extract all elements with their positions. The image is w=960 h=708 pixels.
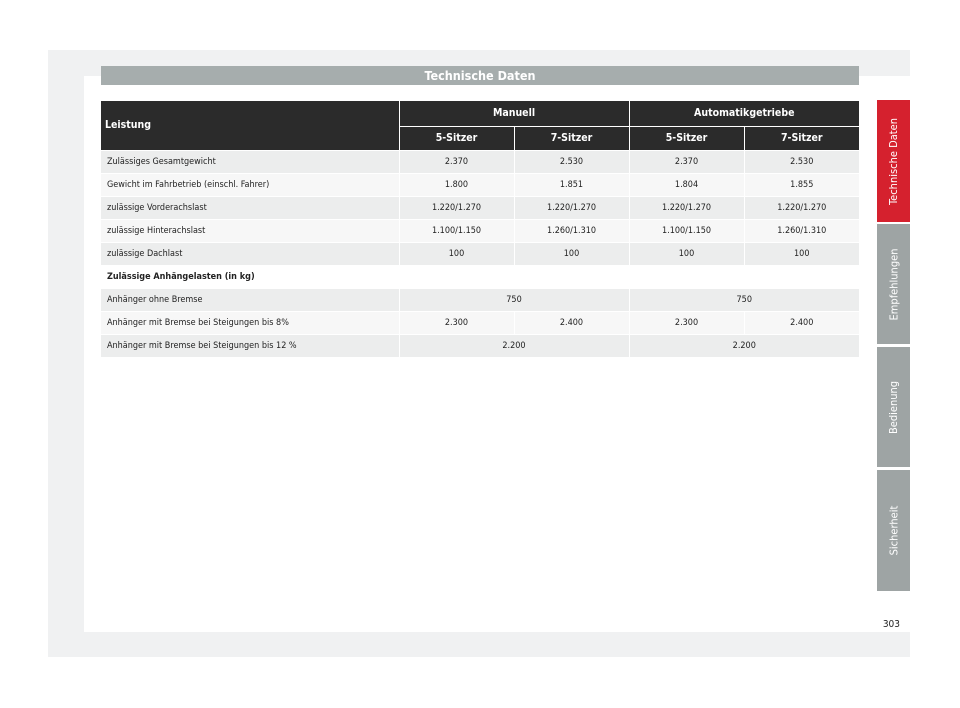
subheader-auto-5: 5-Sitzer: [629, 126, 744, 150]
cell-value: 100: [514, 242, 629, 265]
cell-value: 1.100/1.150: [399, 219, 514, 242]
technical-data-table: [101, 101, 859, 357]
cell-value: 2.300: [629, 311, 744, 334]
cell-value: 1.100/1.150: [629, 219, 744, 242]
cell-value: 1.851: [514, 173, 629, 196]
cell-value: 2.400: [514, 311, 629, 334]
tab-label: Technische Daten: [887, 117, 901, 205]
table-row: [101, 334, 859, 357]
table-row: [101, 196, 859, 219]
table-row: [101, 219, 859, 242]
table-section-row: [101, 265, 859, 288]
section-label: Zulässige Anhängelasten (in kg): [101, 265, 859, 288]
cell-value: 2.400: [744, 311, 859, 334]
row-label: zulässige Hinterachslast: [101, 219, 399, 242]
cell-value: 750: [629, 288, 859, 311]
cell-value: 2.300: [399, 311, 514, 334]
cell-value: 1.220/1.270: [399, 196, 514, 219]
table-row: [101, 173, 859, 196]
cell-value: 2.370: [399, 150, 514, 173]
row-label: zulässige Vorderachslast: [101, 196, 399, 219]
page-number: 303: [882, 619, 900, 630]
cell-value: 1.220/1.270: [514, 196, 629, 219]
tab-technische-daten[interactable]: [877, 100, 910, 222]
cell-value: 1.855: [744, 173, 859, 196]
tab-sicherheit[interactable]: [877, 470, 910, 591]
cell-value: 2.530: [514, 150, 629, 173]
cell-value: 1.220/1.270: [629, 196, 744, 219]
table-row: [101, 311, 859, 334]
cell-value: 100: [629, 242, 744, 265]
tab-label: Bedienung: [887, 380, 901, 434]
table-row: [101, 288, 859, 311]
tab-label: Empfehlungen: [887, 248, 900, 320]
cell-value: 1.804: [629, 173, 744, 196]
cell-value: 1.800: [399, 173, 514, 196]
cell-value: 2.370: [629, 150, 744, 173]
table-row: [101, 242, 859, 265]
chapter-tabs: [877, 100, 910, 591]
subheader-auto-7: 7-Sitzer: [744, 126, 859, 150]
row-label: Anhänger ohne Bremse: [101, 288, 399, 311]
group-header-manual: Manuell: [399, 101, 629, 126]
cell-value: 1.220/1.270: [744, 196, 859, 219]
cell-value: 100: [744, 242, 859, 265]
row-label: Zulässiges Gesamtgewicht: [101, 150, 399, 173]
row-header-leistung: Leistung: [101, 101, 399, 150]
cell-value: 2.200: [399, 334, 629, 357]
cell-value: 1.260/1.310: [744, 219, 859, 242]
tab-bedienung[interactable]: [877, 347, 910, 467]
tab-label: Sicherheit: [887, 505, 900, 556]
cell-value: 2.200: [629, 334, 859, 357]
cell-value: 2.530: [744, 150, 859, 173]
cell-value: 100: [399, 242, 514, 265]
cell-value: 1.260/1.310: [514, 219, 629, 242]
subheader-manual-7: 7-Sitzer: [514, 126, 629, 150]
table-row: [101, 150, 859, 173]
tab-empfehlungen[interactable]: [877, 224, 910, 344]
cell-value: 750: [399, 288, 629, 311]
page-title: Technische Daten: [101, 66, 859, 85]
row-label: Anhänger mit Bremse bei Steigungen bis 12 %: [101, 334, 399, 357]
group-header-automatic: Automatikgetriebe: [629, 101, 859, 126]
row-label: Gewicht im Fahrbetrieb (einschl. Fahrer): [101, 173, 399, 196]
row-label: Anhänger mit Bremse bei Steigungen bis 8%: [101, 311, 399, 334]
subheader-manual-5: 5-Sitzer: [399, 126, 514, 150]
row-label: zulässige Dachlast: [101, 242, 399, 265]
